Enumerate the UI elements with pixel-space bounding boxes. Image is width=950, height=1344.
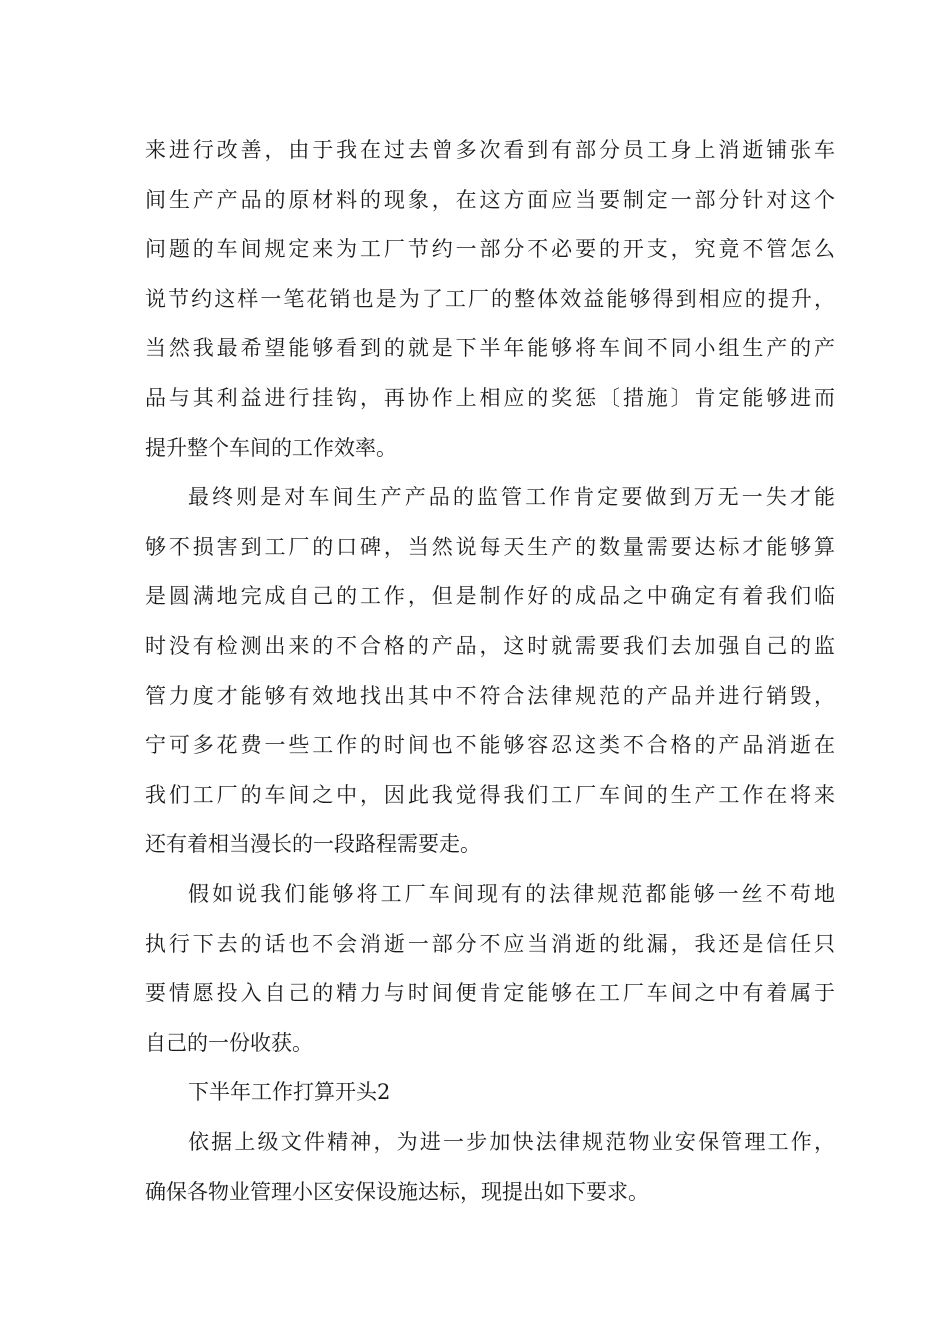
text-line: 假如说我们能够将工厂车间现有的法律规范都能够一丝不苟地 (188, 882, 835, 906)
section-heading: 下半年工作打算开头2 (188, 1080, 391, 1105)
text-line: 间生产产品的原材料的现象，在这方面应当要制定一部分针对这个 (145, 187, 835, 212)
text-line: 管力度才能够有效地找出其中不符合法律规范的产品并进行销毁， (145, 683, 835, 708)
text-line: 当然我最希望能够看到的就是下半年能够将车间不同小组生产的产 (145, 336, 835, 361)
text-line: 依据上级文件精神，为进一步加快法律规范物业安保管理工作， (188, 1130, 835, 1154)
text-line: 时没有检测出来的不合格的产品，这时就需要我们去加强自己的监 (145, 634, 835, 658)
text-line: 确保各物业管理小区安保设施达标，现提出如下要求。 (145, 1179, 649, 1204)
text-line: 还有着相当漫长的一段路程需要走。 (145, 832, 481, 857)
text-line: 是圆满地完成自己的工作，但是制作好的成品之中确定有着我们临 (145, 584, 835, 609)
text-line: 品与其利益进行挂钩，再协作上相应的奖惩〔措施〕肯定能够进而 (145, 386, 835, 410)
text-line: 要情愿投入自己的精力与时间便肯定能够在工厂车间之中有着属于 (145, 981, 835, 1006)
text-line: 执行下去的话也不会消逝一部分不应当消逝的纰漏，我还是信任只 (145, 931, 835, 956)
text-line: 够不损害到工厂的口碑，当然说每天生产的数量需要达标才能够算 (145, 534, 835, 559)
text-line: 说节约这样一笔花销也是为了工厂的整体效益能够得到相应的提升， (145, 286, 835, 311)
text-line: 来进行改善，由于我在过去曾多次看到有部分员工身上消逝铺张车 (145, 138, 835, 162)
text-line: 自己的一份收获。 (145, 1030, 313, 1055)
text-line: 问题的车间规定来为工厂节约一部分不必要的开支，究竟不管怎么 (145, 237, 835, 262)
text-line: 提升整个车间的工作效率。 (145, 435, 397, 460)
text-line: 最终则是对车间生产产品的监管工作肯定要做到万无一失才能 (188, 485, 835, 510)
text-line: 宁可多花费一些工作的时间也不能够容忍这类不合格的产品消逝在 (145, 733, 835, 758)
text-line: 我们工厂的车间之中，因此我觉得我们工厂车间的生产工作在将来 (145, 782, 835, 807)
